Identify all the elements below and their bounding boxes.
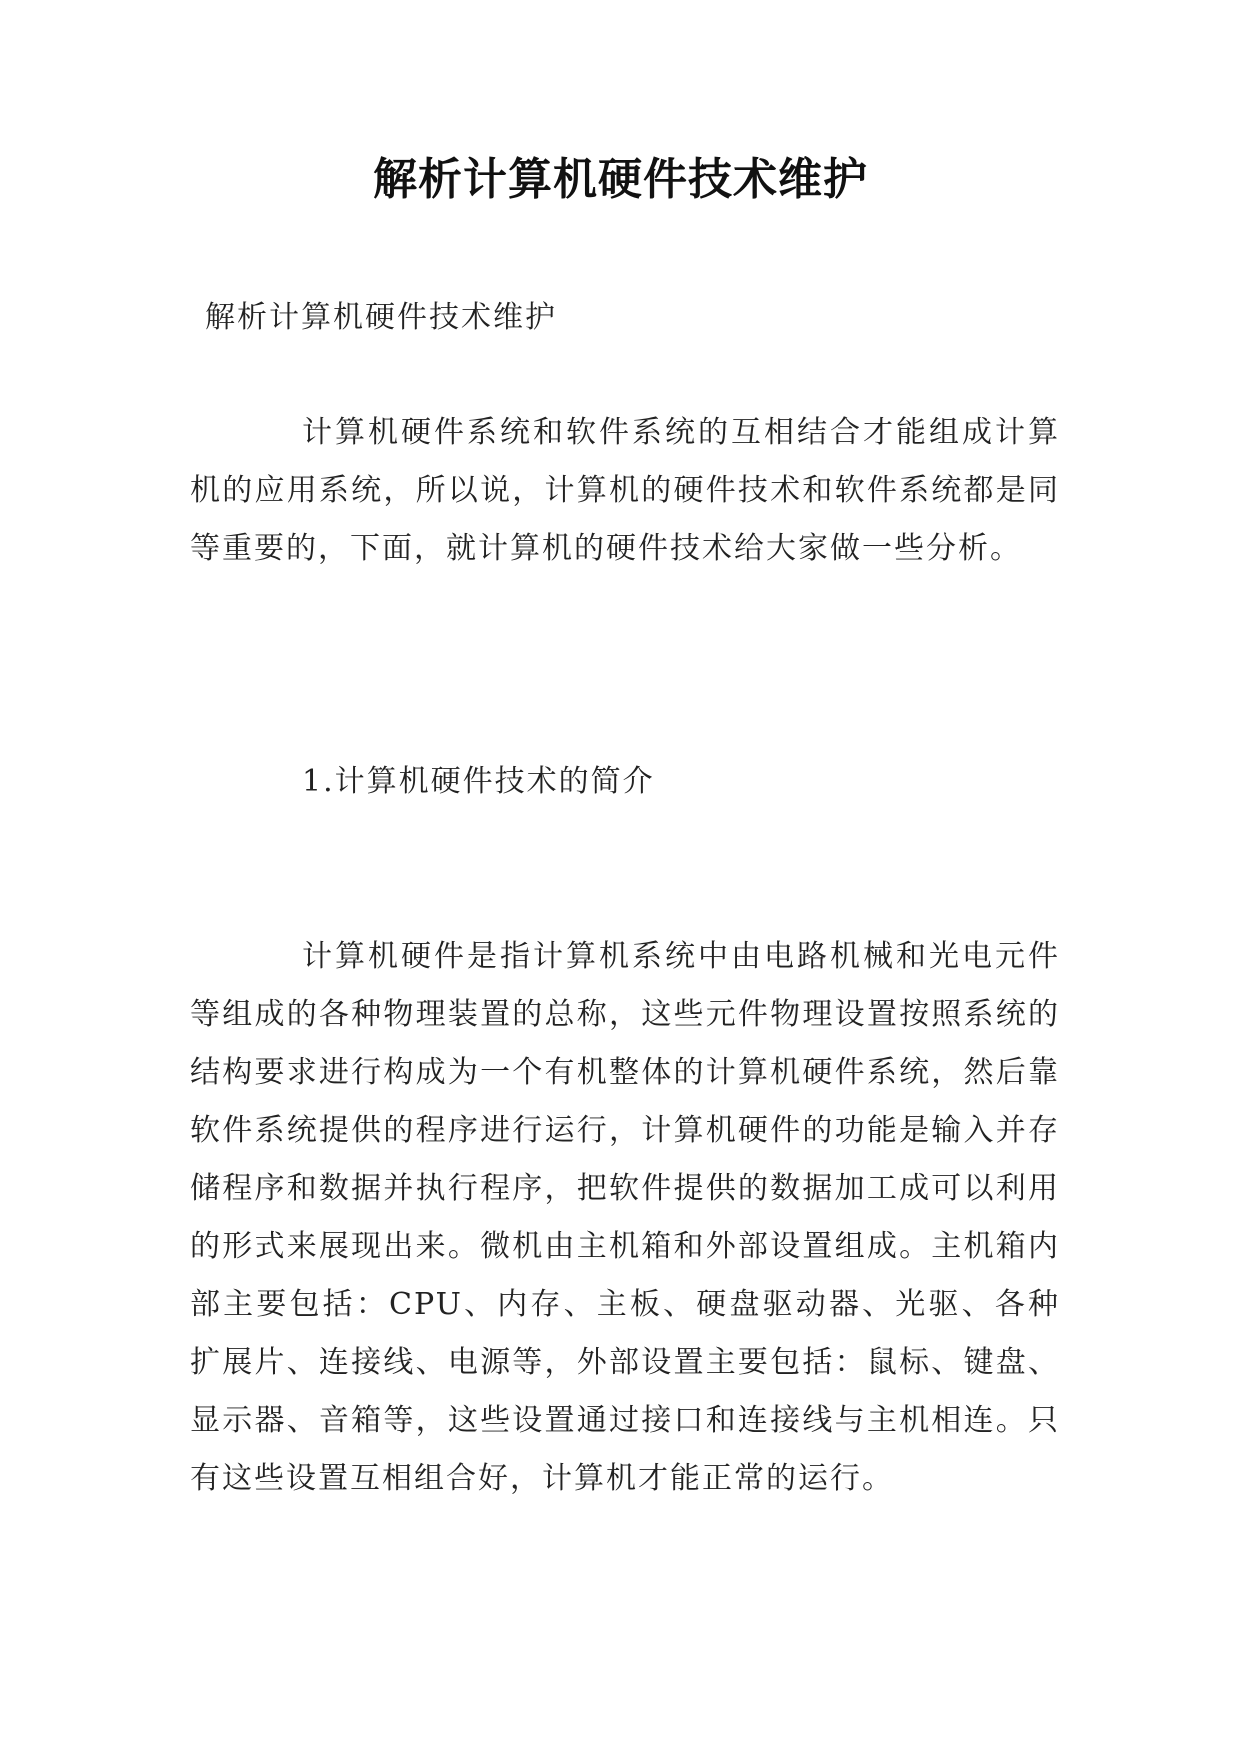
document-subtitle: 解析计算机硬件技术维护: [205, 300, 557, 335]
section-heading: 1.计算机硬件技术的简介: [302, 764, 655, 799]
body-paragraph: 计算机硬件是指计算机系统中由电路机械和光电元件等组成的各种物理装置的总称，这些元件物理设置按照系统的结构要求进行构成为一个有机整体的计算机硬件系统，然后靠软件系统提供的程序进行运行，计算机硬件的功能是输入并存储程序和数据并执行程序，把软件提供的数据加工成可以利用的形式来展现出来。微机由主机箱和外部设置组成。主机箱内部主要包括：CPU、内存、主板、硬盘驱动器、光驱、各种扩展片、连接线、电源等，外部设置主要包括：鼠标、键盘、显示器、音箱等，这些设置通过接口和连接线与主机相连。只有这些设置互相组合好，计算机才能正常的运行。: [190, 939, 1060, 1496]
document-title: 解析计算机硬件技术维护: [373, 154, 868, 205]
intro-paragraph: 计算机硬件系统和软件系统的互相结合才能组成计算机的应用系统，所以说，计算机的硬件技术和软件系统都是同等重要的，下面，就计算机的硬件技术给大家做一些分析。: [190, 415, 1060, 566]
